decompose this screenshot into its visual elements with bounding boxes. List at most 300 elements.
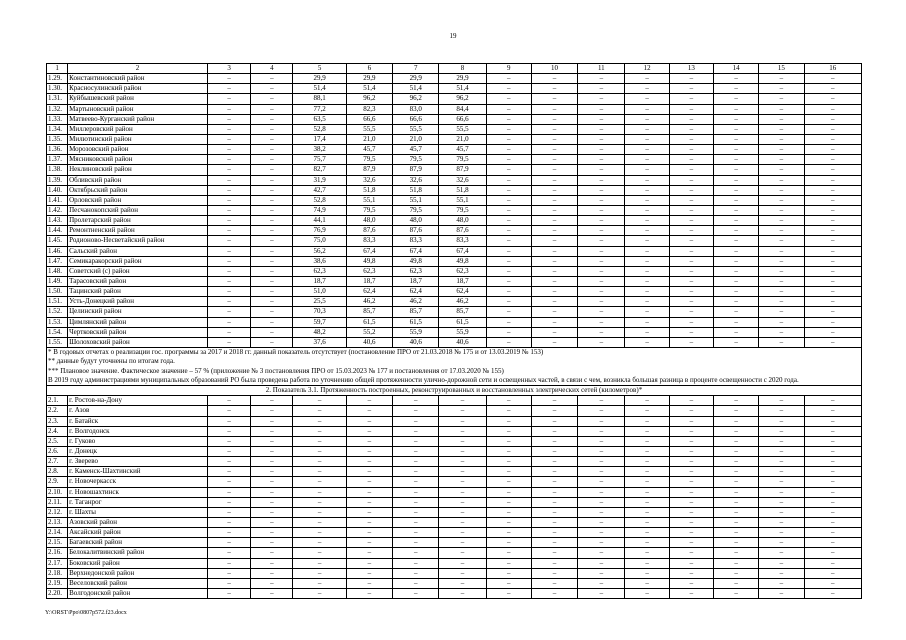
value-cell: 21,0 (439, 134, 486, 144)
value-cell: – (251, 226, 293, 236)
value-cell: 55,5 (346, 124, 392, 134)
value-cell: – (804, 497, 861, 507)
value-cell: – (486, 477, 531, 487)
value-cell: – (346, 568, 392, 578)
value-cell: – (625, 436, 669, 446)
value-cell: – (625, 548, 669, 558)
value-cell: 45,7 (439, 145, 486, 155)
value-cell: – (625, 558, 669, 568)
row-number-cell: 1.31. (47, 94, 68, 104)
column-header-cell: 15 (759, 64, 804, 74)
value-cell: – (393, 406, 439, 416)
table-row (47, 477, 862, 487)
value-cell: – (759, 327, 804, 337)
value-cell: – (669, 236, 713, 246)
row-label-cell: Азовский район (68, 517, 208, 527)
value-cell: – (625, 145, 669, 155)
value-cell: – (578, 327, 625, 337)
value-cell: – (251, 528, 293, 538)
value-cell: – (486, 467, 531, 477)
value-cell: 52,8 (293, 124, 346, 134)
value-cell: – (207, 538, 250, 548)
value-cell: – (439, 487, 486, 497)
row-number-cell: 1.37. (47, 155, 68, 165)
value-cell: – (759, 578, 804, 588)
row-number-cell: 2.6. (47, 446, 68, 456)
value-cell: – (293, 578, 346, 588)
value-cell: – (251, 497, 293, 507)
value-cell: – (531, 266, 577, 276)
value-cell: 49,8 (346, 256, 392, 266)
value-cell: – (759, 256, 804, 266)
value-cell: 87,6 (393, 226, 439, 236)
value-cell: – (804, 266, 861, 276)
value-cell: – (759, 246, 804, 256)
value-cell: – (759, 406, 804, 416)
value-cell: – (293, 507, 346, 517)
value-cell: – (393, 487, 439, 497)
value-cell: – (251, 236, 293, 246)
value-cell: – (251, 74, 293, 84)
value-cell: – (804, 327, 861, 337)
table-row (47, 406, 862, 416)
notes-row (47, 347, 862, 385)
value-cell: – (759, 457, 804, 467)
value-cell: – (578, 74, 625, 84)
value-cell: – (531, 327, 577, 337)
value-cell: – (804, 236, 861, 246)
value-cell: 18,7 (393, 276, 439, 286)
column-header-cell: 12 (625, 64, 669, 74)
row-label-cell: г. Азов (68, 406, 208, 416)
value-cell: – (759, 165, 804, 175)
value-cell: – (669, 467, 713, 477)
column-header-cell: 16 (804, 64, 861, 74)
row-label-cell: Целинский район (68, 307, 208, 317)
row-number-cell: 2.11. (47, 497, 68, 507)
value-cell: – (804, 588, 861, 598)
value-cell: 29,9 (439, 74, 486, 84)
value-cell: – (669, 416, 713, 426)
value-cell: – (578, 436, 625, 446)
value-cell: – (393, 507, 439, 517)
value-cell: – (578, 236, 625, 246)
value-cell: – (713, 185, 758, 195)
value-cell: – (625, 507, 669, 517)
value-cell: – (531, 568, 577, 578)
value-cell: – (251, 145, 293, 155)
value-cell: – (207, 497, 250, 507)
value-cell: 62,4 (346, 287, 392, 297)
value-cell: 82,7 (293, 165, 346, 175)
value-cell: – (713, 497, 758, 507)
value-cell: – (531, 497, 577, 507)
value-cell: – (207, 226, 250, 236)
value-cell: – (531, 558, 577, 568)
table-row (47, 94, 862, 104)
value-cell: – (439, 538, 486, 548)
value-cell: 76,9 (293, 226, 346, 236)
value-cell: 55,1 (346, 195, 392, 205)
value-cell: 87,6 (439, 226, 486, 236)
row-label-cell: Чертковский район (68, 327, 208, 337)
table-row (47, 155, 862, 165)
value-cell: – (759, 446, 804, 456)
value-cell: 96,2 (393, 94, 439, 104)
value-cell: – (531, 216, 577, 226)
value-cell: – (578, 276, 625, 286)
value-cell: – (578, 416, 625, 426)
value-cell: – (804, 457, 861, 467)
value-cell: 59,7 (293, 317, 346, 327)
value-cell: – (346, 497, 392, 507)
row-label-cell: Орловский район (68, 195, 208, 205)
value-cell: – (251, 467, 293, 477)
value-cell: – (486, 155, 531, 165)
value-cell: – (207, 216, 250, 226)
value-cell: – (804, 155, 861, 165)
value-cell: – (669, 114, 713, 124)
value-cell: 51,4 (393, 84, 439, 94)
value-cell: – (578, 185, 625, 195)
value-cell: – (486, 426, 531, 436)
value-cell: – (293, 588, 346, 598)
value-cell: – (578, 226, 625, 236)
value-cell: – (531, 467, 577, 477)
value-cell: – (346, 487, 392, 497)
row-label-cell: Пролетарский район (68, 216, 208, 226)
row-number-cell: 1.43. (47, 216, 68, 226)
row-label-cell: г. Ростов-на-Дону (68, 396, 208, 406)
table-row (47, 175, 862, 185)
value-cell: – (207, 507, 250, 517)
value-cell: – (759, 548, 804, 558)
value-cell: – (531, 134, 577, 144)
value-cell: – (251, 104, 293, 114)
value-cell: – (486, 165, 531, 175)
value-cell: – (669, 195, 713, 205)
value-cell: – (669, 246, 713, 256)
value-cell: – (346, 588, 392, 598)
value-cell: 87,9 (346, 165, 392, 175)
column-header-cell: 1 (47, 64, 68, 74)
row-number-cell: 1.39. (47, 175, 68, 185)
value-cell: 55,1 (393, 195, 439, 205)
value-cell: – (578, 477, 625, 487)
value-cell: – (625, 307, 669, 317)
value-cell: – (759, 507, 804, 517)
table-row (47, 256, 862, 266)
value-cell: – (759, 497, 804, 507)
value-cell: – (293, 416, 346, 426)
value-cell: – (439, 588, 486, 598)
row-number-cell: 2.5. (47, 436, 68, 446)
value-cell: – (486, 558, 531, 568)
value-cell: – (486, 588, 531, 598)
value-cell: – (804, 246, 861, 256)
value-cell: – (669, 216, 713, 226)
value-cell: 32,6 (439, 175, 486, 185)
table-row (47, 246, 862, 256)
value-cell: – (625, 426, 669, 436)
value-cell: 56,2 (293, 246, 346, 256)
column-header-cell: 2 (68, 64, 208, 74)
value-cell: – (393, 588, 439, 598)
value-cell: – (713, 165, 758, 175)
table-row (47, 216, 862, 226)
table-row (47, 205, 862, 215)
value-cell: – (439, 426, 486, 436)
table-row (47, 226, 862, 236)
value-cell: – (759, 467, 804, 477)
row-label-cell: Советский (с) район (68, 266, 208, 276)
value-cell: – (578, 396, 625, 406)
value-cell: – (531, 507, 577, 517)
table-row (47, 114, 862, 124)
table-row (47, 124, 862, 134)
value-cell: – (251, 84, 293, 94)
value-cell: – (486, 446, 531, 456)
value-cell: – (251, 287, 293, 297)
value-cell: – (759, 528, 804, 538)
value-cell: – (625, 578, 669, 588)
value-cell: 67,4 (346, 246, 392, 256)
row-number-cell: 1.33. (47, 114, 68, 124)
footnote-line: В 2019 году администрациями муниципальных образований РО была проведена работа по уточнению общей протяженности улично-дорожной сети и освещенных частей, в связи с чем, возникла большая разница в проценте освещенности с 2020 года. (48, 375, 799, 384)
value-cell: – (251, 165, 293, 175)
value-cell: – (625, 517, 669, 527)
value-cell: – (759, 568, 804, 578)
row-number-cell: 1.46. (47, 246, 68, 256)
value-cell: – (207, 406, 250, 416)
value-cell: – (531, 548, 577, 558)
row-number-cell: 1.36. (47, 145, 68, 155)
row-label-cell: Красносулинский район (68, 84, 208, 94)
row-label-cell: г. Донецк (68, 446, 208, 456)
value-cell: 85,7 (346, 307, 392, 317)
value-cell: – (531, 74, 577, 84)
value-cell: – (207, 74, 250, 84)
value-cell: – (439, 528, 486, 538)
value-cell: 67,4 (393, 246, 439, 256)
value-cell: – (578, 104, 625, 114)
row-number-cell: 1.30. (47, 84, 68, 94)
value-cell: 40,6 (346, 337, 392, 347)
value-cell: – (759, 236, 804, 246)
value-cell: – (713, 528, 758, 538)
value-cell: – (625, 588, 669, 598)
value-cell: – (251, 538, 293, 548)
value-cell: 38,6 (293, 256, 346, 266)
value-cell: – (393, 426, 439, 436)
value-cell: – (486, 396, 531, 406)
value-cell: – (804, 578, 861, 588)
value-cell: 83,3 (346, 236, 392, 246)
value-cell: – (625, 74, 669, 84)
value-cell: 67,4 (439, 246, 486, 256)
value-cell: – (713, 74, 758, 84)
row-label-cell: г. Зверево (68, 457, 208, 467)
value-cell: – (207, 297, 250, 307)
row-label-cell: Ремонтненский район (68, 226, 208, 236)
table-row (47, 104, 862, 114)
value-cell: – (804, 256, 861, 266)
value-cell: – (759, 104, 804, 114)
value-cell: – (486, 145, 531, 155)
row-number-cell: 1.54. (47, 327, 68, 337)
value-cell: – (759, 538, 804, 548)
value-cell: – (713, 84, 758, 94)
value-cell: – (486, 236, 531, 246)
value-cell: – (346, 507, 392, 517)
value-cell: – (207, 134, 250, 144)
value-cell: – (713, 517, 758, 527)
value-cell: – (486, 175, 531, 185)
row-number-cell: 1.34. (47, 124, 68, 134)
value-cell: – (669, 297, 713, 307)
value-cell: – (346, 436, 392, 446)
value-cell: – (625, 104, 669, 114)
value-cell: 49,8 (439, 256, 486, 266)
value-cell: – (486, 317, 531, 327)
value-cell: – (804, 528, 861, 538)
value-cell: – (486, 94, 531, 104)
value-cell: 85,7 (439, 307, 486, 317)
value-cell: – (486, 226, 531, 236)
value-cell: – (713, 558, 758, 568)
value-cell: – (251, 426, 293, 436)
value-cell: – (669, 396, 713, 406)
value-cell: – (804, 507, 861, 517)
value-cell: – (346, 548, 392, 558)
value-cell: – (531, 195, 577, 205)
row-number-cell: 1.40. (47, 185, 68, 195)
value-cell: – (393, 558, 439, 568)
value-cell: – (804, 558, 861, 568)
value-cell: 40,6 (439, 337, 486, 347)
row-number-cell: 2.12. (47, 507, 68, 517)
table-row (47, 145, 862, 155)
value-cell: 55,9 (393, 327, 439, 337)
value-cell: – (531, 477, 577, 487)
value-cell: 21,0 (393, 134, 439, 144)
value-cell: – (578, 114, 625, 124)
value-cell: – (713, 256, 758, 266)
value-cell: – (625, 175, 669, 185)
value-cell: – (393, 467, 439, 477)
row-label-cell: Усть-Донецкий район (68, 297, 208, 307)
row-label-cell: Волгодонской район (68, 588, 208, 598)
value-cell: – (713, 446, 758, 456)
value-cell: – (759, 195, 804, 205)
value-cell: – (486, 416, 531, 426)
value-cell: – (251, 337, 293, 347)
value-cell: – (669, 84, 713, 94)
value-cell: – (759, 74, 804, 84)
value-cell: – (669, 226, 713, 236)
value-cell: 62,4 (439, 287, 486, 297)
value-cell: – (713, 287, 758, 297)
value-cell: – (207, 436, 250, 446)
value-cell: – (439, 558, 486, 568)
value-cell: – (293, 497, 346, 507)
value-cell: – (804, 477, 861, 487)
value-cell: – (207, 528, 250, 538)
row-label-cell: Милютинский район (68, 134, 208, 144)
row-label-cell: Куйбышевский район (68, 94, 208, 104)
value-cell: – (759, 426, 804, 436)
value-cell: – (393, 538, 439, 548)
value-cell: – (804, 517, 861, 527)
value-cell: – (486, 185, 531, 195)
row-label-cell: Октябрьский район (68, 185, 208, 195)
value-cell: – (207, 246, 250, 256)
value-cell: – (439, 406, 486, 416)
value-cell: – (759, 94, 804, 104)
value-cell: – (578, 297, 625, 307)
value-cell: – (669, 426, 713, 436)
value-cell: – (207, 195, 250, 205)
value-cell: – (293, 548, 346, 558)
table-row (47, 297, 862, 307)
value-cell: 63,5 (293, 114, 346, 124)
value-cell: – (578, 317, 625, 327)
value-cell: – (531, 226, 577, 236)
row-label-cell: Аксайский район (68, 528, 208, 538)
value-cell: 48,2 (293, 327, 346, 337)
value-cell: – (293, 396, 346, 406)
value-cell: – (207, 236, 250, 246)
value-cell: – (669, 307, 713, 317)
value-cell: – (531, 124, 577, 134)
value-cell: – (669, 124, 713, 134)
row-number-cell: 2.10. (47, 487, 68, 497)
value-cell: – (486, 307, 531, 317)
value-cell: – (207, 307, 250, 317)
value-cell: – (293, 568, 346, 578)
value-cell: – (625, 246, 669, 256)
value-cell: – (625, 256, 669, 266)
value-cell: – (207, 185, 250, 195)
value-cell: 48,0 (346, 216, 392, 226)
value-cell: – (578, 165, 625, 175)
value-cell: – (713, 195, 758, 205)
value-cell: – (393, 517, 439, 527)
value-cell: – (669, 507, 713, 517)
value-cell: – (804, 307, 861, 317)
value-cell: – (713, 94, 758, 104)
value-cell: – (251, 396, 293, 406)
table-row (47, 185, 862, 195)
value-cell: – (393, 396, 439, 406)
footnote-line: *** Плановое значение. Фактическое значение – 57 % (приложение № 3 постановления ПРО от 15.03.2023 № 177 и постановления от 17.03.2020 № 155) (48, 366, 504, 375)
row-number-cell: 1.38. (47, 165, 68, 175)
value-cell: – (759, 185, 804, 195)
value-cell: – (531, 94, 577, 104)
value-cell: – (393, 477, 439, 487)
value-cell: – (531, 538, 577, 548)
value-cell: – (531, 145, 577, 155)
value-cell: – (625, 195, 669, 205)
value-cell: – (713, 568, 758, 578)
value-cell: – (293, 457, 346, 467)
value-cell: – (251, 256, 293, 266)
value-cell: – (713, 124, 758, 134)
row-number-cell: 1.50. (47, 287, 68, 297)
value-cell: 31,9 (293, 175, 346, 185)
value-cell: – (804, 195, 861, 205)
value-cell: – (578, 558, 625, 568)
